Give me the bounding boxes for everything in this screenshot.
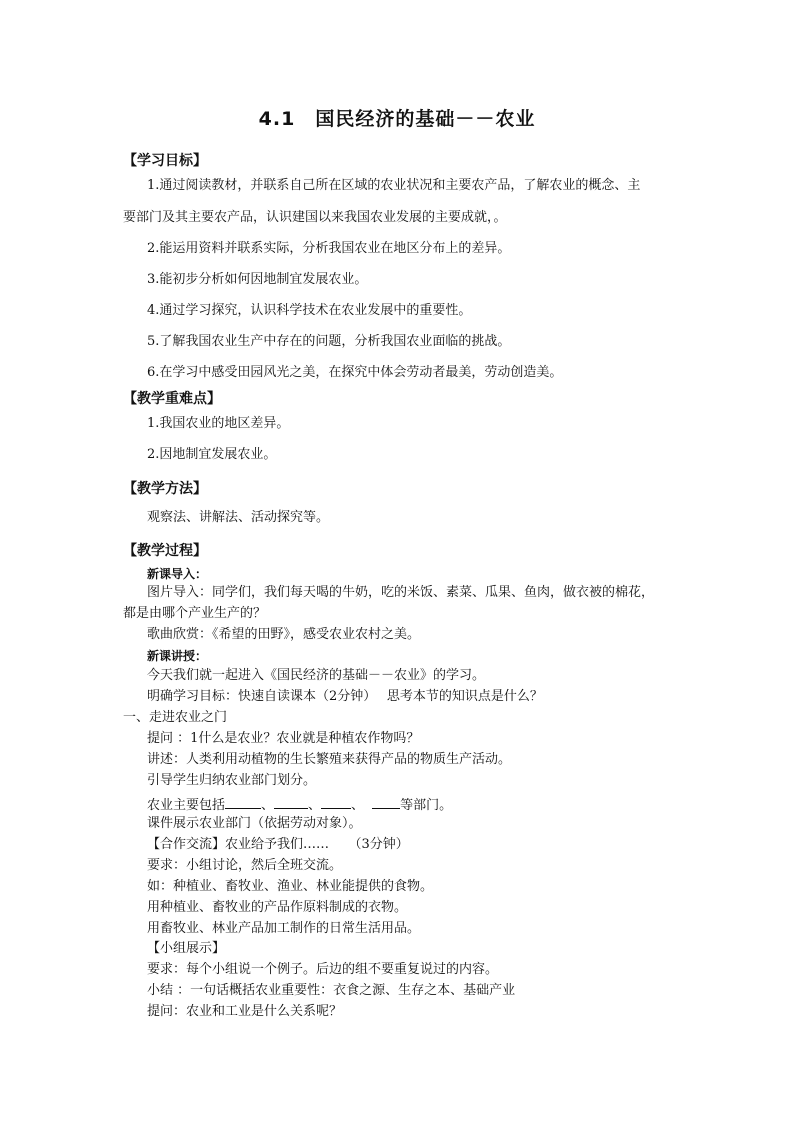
lecture-line-1: 今天我们就一起进入《国民经济的基础－－农业》的学习。 xyxy=(147,668,486,683)
blank-2[interactable] xyxy=(274,796,308,809)
example-2: 用种植业、畜牧业的产品作原料制成的衣物。 xyxy=(147,900,408,915)
process-heading: 【教学过程】 xyxy=(123,543,207,559)
group-show-heading: 【小组展示】 xyxy=(147,941,226,956)
cooperation-heading: 【合作交流】农业给予我们…… （3分钟） xyxy=(147,837,409,852)
separator-2: 、 xyxy=(308,798,322,813)
goal-3: 3.能初步分析如何因地制宜发展农业。 xyxy=(147,272,368,287)
question-1: 提问 ：1什么是农业？农业就是种植农作物吗？ xyxy=(147,731,420,746)
goal-1-line-1: 1.通过阅读教材，并联系自己所在区域的农业状况和主要农产品，了解农业的概念、主 xyxy=(147,178,641,193)
key-points-heading: 【教学重难点】 xyxy=(123,391,221,407)
methods-text: 观察法、讲解法、活动探究等。 xyxy=(147,510,330,525)
key-point-1: 1.我国农业的地区差异。 xyxy=(147,416,290,431)
question-2: 提问：农业和工业是什么关系呢？ xyxy=(147,1004,343,1019)
lecture-label: 新课讲授： xyxy=(147,649,208,663)
goals-heading: 【学习目标】 xyxy=(123,153,207,169)
requirement-1: 要求：小组讨论，然后全班交流。 xyxy=(147,858,343,873)
explain-line: 讲述：人类利用动植物的生长繁殖来获得产品的物质生产活动。 xyxy=(147,752,512,767)
courseware-line: 课件展示农业部门（依据劳动对象）。 xyxy=(147,816,362,831)
lecture-line-2: 明确学习目标：快速自读课本（2分钟） 思考本节的知识点是什么？ xyxy=(147,689,543,704)
blank-3[interactable] xyxy=(321,796,351,809)
intro-line-2: 都是由哪个产业生产的？ xyxy=(123,606,267,621)
goal-2: 2.能运用资料并联系实际，分析我国农业在地区分布上的差异。 xyxy=(147,241,511,256)
example-3: 用畜牧业、林业产品加工制作的日常生活用品。 xyxy=(147,921,421,936)
blank-4[interactable] xyxy=(372,796,400,809)
key-point-2: 2.因地制宜发展农业。 xyxy=(147,447,277,462)
goal-6: 6.在学习中感受田园风光之美，在探究中体会劳动者最美，劳动创造美。 xyxy=(147,365,563,380)
methods-heading: 【教学方法】 xyxy=(123,481,207,497)
goal-4: 4.通过学习探究，认识科学技术在农业发展中的重要性。 xyxy=(147,303,472,318)
departments-prefix: 农业主要包括 xyxy=(147,798,226,813)
song-line: 歌曲欣赏：《希望的田野》，感受农业农村之美。 xyxy=(147,627,421,642)
departments-suffix: 等部门。 xyxy=(400,798,453,813)
goal-1-line-2: 要部门及其主要农产品，认识建国以来我国农业发展的主要成就，。 xyxy=(123,210,507,225)
part-1-heading: 一、走进农业之门 xyxy=(123,710,228,725)
example-1: 如：种植业、畜牧业、渔业、林业能提供的食物。 xyxy=(147,879,434,894)
intro-label: 新课导入： xyxy=(147,567,208,581)
summary-line: 小结 ：一句话概括农业重要性：衣食之源、生存之本、基础产业 xyxy=(147,983,516,998)
requirement-2: 要求：每个小组说一个例子。后边的组不要重复说过的内容。 xyxy=(147,962,499,977)
departments-line xyxy=(147,796,452,812)
intro-line-1: 图片导入：同学们，我们每天喝的牛奶，吃的米饭、素菜、瓜果、鱼肉，做衣被的棉花， xyxy=(147,585,655,600)
separator-3: 、 xyxy=(351,798,365,813)
blank-1[interactable] xyxy=(225,796,261,809)
guide-line: 引导学生归纳农业部门划分。 xyxy=(147,773,317,788)
document-title: 4.1 国民经济的基础－－农业 xyxy=(258,108,536,130)
goal-5: 5.了解我国农业生产中存在的问题，分析我国农业面临的挑战。 xyxy=(147,334,511,349)
separator-1: 、 xyxy=(261,798,275,813)
